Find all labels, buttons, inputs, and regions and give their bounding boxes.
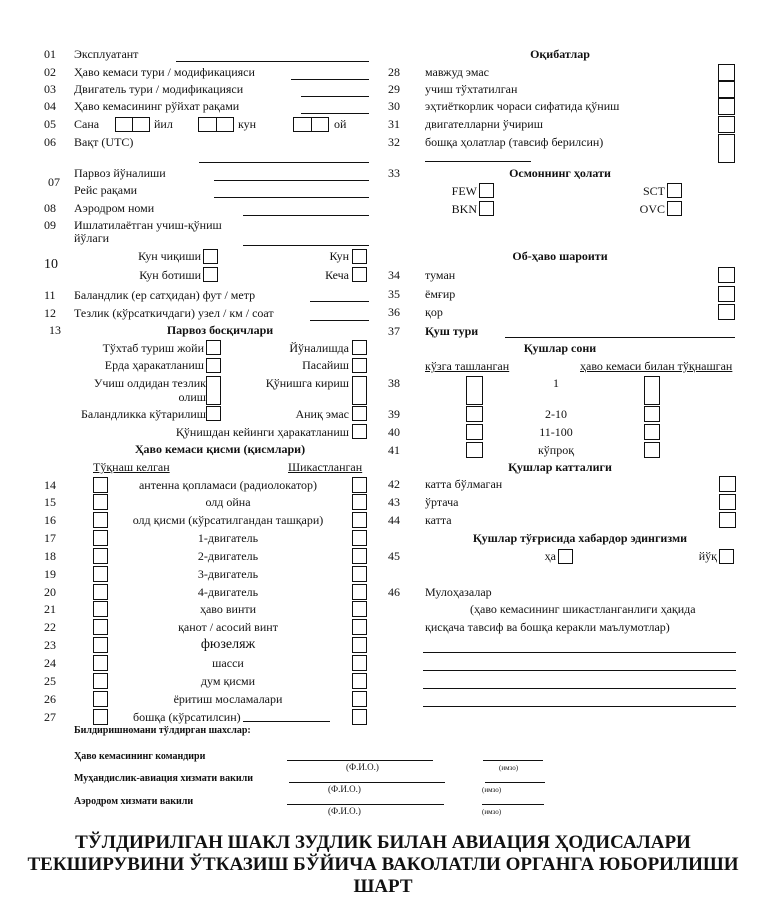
bird-count-title: Қушлар сони xyxy=(523,341,597,355)
part-struck-checkbox[interactable] xyxy=(93,619,108,635)
field-num: 17 xyxy=(44,531,56,545)
consequence-label: эҳтиёткорлик чораси сифатида қўниш xyxy=(425,99,620,113)
operator-input[interactable] xyxy=(176,61,369,62)
bird-size-label: катта бўлмаган xyxy=(425,477,503,491)
part-label: ёритиш мосламалари xyxy=(173,692,283,706)
remarks-hint-1: (ҳаво кемасининг шикастланганлиги ҳақида xyxy=(470,602,696,616)
speed-input[interactable] xyxy=(310,320,369,321)
phase-unknown-checkbox[interactable] xyxy=(352,406,367,421)
aircraft-parts-title: Ҳаво кемаси қисми (қисмлари) xyxy=(134,442,306,456)
part-label: 1-двигатель xyxy=(197,531,259,545)
night-label: Кеча xyxy=(325,268,349,282)
bird-count-label: 2-10 xyxy=(545,407,567,421)
phase-parked-checkbox[interactable] xyxy=(206,340,221,355)
field-num: 03 xyxy=(44,82,56,96)
field-num: 35 xyxy=(388,287,400,301)
warned-title: Қушлар тўғрисида хабардор эдингизми xyxy=(472,531,688,545)
field-num: 12 xyxy=(44,306,56,320)
footer-line-3: ШАРТ xyxy=(353,876,413,897)
warned-yes-label: ҳа xyxy=(544,549,556,563)
consequence-checkbox[interactable] xyxy=(718,134,735,163)
field-num: 09 xyxy=(44,218,56,232)
sunset-label: Кун ботиши xyxy=(139,268,201,282)
field-num: 07 xyxy=(48,175,60,189)
weather-title: Об-ҳаво шароити xyxy=(512,249,608,263)
weather-checkbox[interactable] xyxy=(718,286,735,302)
phase-climb-label: Баландликка кўтарилиш xyxy=(81,407,206,421)
part-label: фюзеляж xyxy=(200,637,256,652)
part-label: антенна қопламаси (радиолокатор) xyxy=(138,478,318,492)
field-num: 06 xyxy=(44,135,56,149)
part-struck-checkbox[interactable] xyxy=(93,566,108,582)
bird-struck-checkbox[interactable] xyxy=(644,376,660,405)
part-label: шасси xyxy=(212,656,244,670)
runway-input[interactable] xyxy=(243,245,369,246)
phase-takeoff-label-2: олиш xyxy=(178,390,206,404)
part-damaged-checkbox[interactable] xyxy=(352,566,367,582)
bird-size-checkbox[interactable] xyxy=(719,512,736,528)
part-struck-checkbox[interactable] xyxy=(93,512,108,528)
phase-approach-checkbox[interactable] xyxy=(352,376,367,405)
signer-captain-label: Ҳаво кемасининг командири xyxy=(74,751,206,762)
other-consequence-input[interactable] xyxy=(425,161,531,162)
bird-seen-checkbox[interactable] xyxy=(466,406,483,422)
field-num: 41 xyxy=(388,443,400,457)
time-input[interactable] xyxy=(199,162,369,163)
aerodrome-name-hint: (Ф.И.О.) xyxy=(328,806,361,816)
phase-taxi-checkbox[interactable] xyxy=(206,358,221,373)
bird-size-checkbox[interactable] xyxy=(719,476,736,492)
field-num: 38 xyxy=(388,376,400,390)
aircraft-type-label: Ҳаво кемаси тури / модификацияси xyxy=(74,65,255,79)
part-struck-checkbox[interactable] xyxy=(93,584,108,600)
aerodrome-label: Аэродром номи xyxy=(74,201,155,215)
signatures-title: Билдиришномани тўлдирган шахслар: xyxy=(74,725,251,736)
engineering-sign-hint: (имзо) xyxy=(482,786,502,794)
day-checkbox[interactable] xyxy=(352,249,367,264)
part-damaged-checkbox[interactable] xyxy=(352,673,367,689)
phase-descent-label: Пасайиш xyxy=(302,358,349,372)
part-damaged-checkbox[interactable] xyxy=(352,494,367,510)
altitude-input[interactable] xyxy=(310,301,369,302)
part-struck-checkbox[interactable] xyxy=(93,691,108,707)
registration-label: Ҳаво кемасининг рўйхат рақами xyxy=(74,99,240,113)
date-day-input[interactable] xyxy=(198,117,234,132)
field-num: 01 xyxy=(44,47,56,61)
footer-line-2: ТЕКШИРУВИНИ ЎТКАЗИШ БЎЙИЧА ВАКОЛАТЛИ ОРГАНГА ЮБОРИЛИШИ xyxy=(27,854,739,875)
field-num: 04 xyxy=(44,99,56,113)
field-num: 28 xyxy=(388,65,400,79)
bird-struck-checkbox[interactable] xyxy=(644,442,660,458)
field-num: 33 xyxy=(388,166,400,180)
aerodrome-input[interactable] xyxy=(243,215,369,216)
phase-landing-roll-checkbox[interactable] xyxy=(352,424,367,439)
runway-label-2: йўлаги xyxy=(74,231,110,245)
part-label: ҳаво винти xyxy=(199,602,257,616)
bird-size-label: катта xyxy=(425,513,452,527)
bird-seen-checkbox[interactable] xyxy=(466,442,483,458)
phase-enroute-label: Йўналишда xyxy=(289,341,349,355)
operator-label: Эксплуатант xyxy=(74,47,139,61)
date-year-input[interactable] xyxy=(115,117,150,132)
field-num: 44 xyxy=(388,513,400,527)
phase-enroute-checkbox[interactable] xyxy=(352,340,367,355)
date-month-input[interactable] xyxy=(293,117,329,132)
field-num: 25 xyxy=(44,674,56,688)
col-struck-header: Тўқнаш келган xyxy=(93,460,170,474)
other-part-input[interactable] xyxy=(243,721,330,722)
part-label: олд ойна xyxy=(205,495,251,509)
night-checkbox[interactable] xyxy=(352,267,367,282)
remarks-line-3[interactable] xyxy=(423,688,736,689)
flight-number-input[interactable] xyxy=(214,197,369,198)
date-label: Сана xyxy=(74,117,100,131)
field-num: 10 xyxy=(44,257,58,272)
field-num: 46 xyxy=(388,585,400,599)
field-num: 23 xyxy=(44,638,56,652)
day-label: кун xyxy=(238,117,257,131)
year-label: йил xyxy=(154,117,173,131)
sky-sct-checkbox[interactable] xyxy=(667,183,682,198)
weather-label: ёмғир xyxy=(425,287,456,301)
part-label: дум қисми xyxy=(200,674,256,688)
warned-no-checkbox[interactable] xyxy=(719,549,734,564)
sunset-checkbox[interactable] xyxy=(203,267,218,282)
engine-type-label: Двигатель тури / модификацияси xyxy=(74,82,244,96)
bird-struck-checkbox[interactable] xyxy=(644,424,660,440)
sky-few-label: FEW xyxy=(451,184,477,198)
phase-descent-checkbox[interactable] xyxy=(352,358,367,373)
field-num: 13 xyxy=(49,323,61,337)
field-num: 02 xyxy=(44,65,56,79)
field-num: 11 xyxy=(44,288,56,302)
consequence-checkbox[interactable] xyxy=(718,81,735,98)
field-num: 18 xyxy=(44,549,56,563)
bird-count-label: 1 xyxy=(553,376,559,390)
part-label: 2-двигатель xyxy=(197,549,259,563)
part-struck-checkbox[interactable] xyxy=(93,477,108,493)
field-num: 16 xyxy=(44,513,56,527)
route-input[interactable] xyxy=(214,180,369,181)
day-light-label: Кун xyxy=(329,249,349,263)
footer-line-1: ТЎЛДИРИЛГАН ШАКЛ ЗУДЛИК БИЛАН АВИАЦИЯ ҲОДИСАЛАРИ xyxy=(75,832,691,853)
part-struck-checkbox[interactable] xyxy=(93,494,108,510)
weather-label: туман xyxy=(425,268,456,282)
signer-engineering-label: Муҳандислик-авиация хизмати вакили xyxy=(74,773,253,784)
field-num: 37 xyxy=(388,324,400,338)
phase-takeoff-checkbox[interactable] xyxy=(206,376,221,405)
month-label: ой xyxy=(334,117,347,131)
field-num: 32 xyxy=(388,135,400,149)
field-num: 39 xyxy=(388,407,400,421)
sunrise-label: Кун чиқиши xyxy=(138,249,201,263)
phase-landing-roll-label: Қўнишдан кейинги ҳаракатланиш xyxy=(175,425,349,439)
remarks-hint-2: қисқача тавсиф ва бошқа керакли маълумотлар) xyxy=(425,620,670,634)
runway-label: Ишлатилаётган учиш-қўниш xyxy=(74,218,222,232)
sky-few-checkbox[interactable] xyxy=(479,183,494,198)
part-label: 3-двигатель xyxy=(197,567,259,581)
field-num: 31 xyxy=(388,117,400,131)
aerodrome-name-input[interactable] xyxy=(287,804,444,805)
sky-bkn-label: BKN xyxy=(451,202,477,216)
weather-checkbox[interactable] xyxy=(718,267,735,283)
part-struck-checkbox[interactable] xyxy=(93,530,108,546)
col-struck-birds-header: ҳаво кемаси билан тўқнашган xyxy=(580,359,733,373)
phase-climb-checkbox[interactable] xyxy=(206,406,221,421)
field-num: 19 xyxy=(44,567,56,581)
route-label: Парвоз йўналиши xyxy=(74,166,166,180)
weather-checkbox[interactable] xyxy=(718,304,735,320)
field-num: 27 xyxy=(44,710,56,724)
part-damaged-checkbox[interactable] xyxy=(352,512,367,528)
col-seen-header: кўзга ташланган xyxy=(425,359,510,373)
sky-bkn-checkbox[interactable] xyxy=(479,201,494,216)
field-num: 36 xyxy=(388,305,400,319)
speed-label: Тезлик (кўрсаткичдаги) узел / км / соат xyxy=(74,306,274,320)
consequence-checkbox[interactable] xyxy=(718,98,735,115)
bird-size-title: Қушлар катталиги xyxy=(508,460,612,474)
bird-seen-checkbox[interactable] xyxy=(466,424,483,440)
warned-no-label: йўқ xyxy=(698,549,717,563)
remarks-label: Мулоҳазалар xyxy=(425,585,492,599)
phase-takeoff-label: Учиш олдидан тезлик xyxy=(93,376,206,390)
sky-title: Осмоннинг ҳолати xyxy=(509,166,611,180)
part-damaged-checkbox[interactable] xyxy=(352,530,367,546)
bird-size-label: ўртача xyxy=(425,495,459,509)
part-struck-checkbox[interactable] xyxy=(93,548,108,564)
engine-type-input[interactable] xyxy=(301,96,369,97)
field-num: 24 xyxy=(44,656,56,670)
phase-parked-label: Тўхтаб туриш жойи xyxy=(102,341,204,355)
field-num: 15 xyxy=(44,495,56,509)
phase-unknown-label: Аниқ эмас xyxy=(295,407,349,421)
bird-count-label: 11-100 xyxy=(539,425,573,439)
part-label: олд қисми (кўрсатилгандан ташқари) xyxy=(132,513,324,527)
registration-input[interactable] xyxy=(301,113,369,114)
time-label: Вақт (UTC) xyxy=(74,135,134,149)
sky-ovc-checkbox[interactable] xyxy=(667,201,682,216)
part-damaged-checkbox[interactable] xyxy=(352,601,367,617)
field-num: 43 xyxy=(388,495,400,509)
part-damaged-checkbox[interactable] xyxy=(352,655,367,671)
bird-size-checkbox[interactable] xyxy=(719,494,736,510)
field-num: 34 xyxy=(388,268,400,282)
captain-sign-hint: (имзо) xyxy=(499,764,519,772)
warned-yes-checkbox[interactable] xyxy=(558,549,573,564)
consequences-title: Оқибатлар xyxy=(530,47,590,61)
weather-label: қор xyxy=(425,305,443,319)
consequence-label: двигателларни ўчириш xyxy=(425,117,543,131)
sky-ovc-label: OVC xyxy=(639,202,665,216)
remarks-line-2[interactable] xyxy=(423,670,736,671)
remarks-line-4[interactable] xyxy=(423,706,736,707)
part-label: бошқа (кўрсатилсин) xyxy=(133,710,241,724)
footer-notice xyxy=(0,832,766,898)
field-num: 42 xyxy=(388,477,400,491)
bird-type-input[interactable] xyxy=(505,337,735,338)
part-damaged-checkbox[interactable] xyxy=(352,619,367,635)
captain-name-hint: (Ф.И.О.) xyxy=(346,762,379,772)
field-num: 26 xyxy=(44,692,56,706)
field-num: 05 xyxy=(44,117,56,131)
aerodrome-sign-hint: (имзо) xyxy=(482,808,502,816)
field-num: 40 xyxy=(388,425,400,439)
part-damaged-checkbox[interactable] xyxy=(352,637,367,653)
part-damaged-checkbox[interactable] xyxy=(352,584,367,600)
consequence-label: бошқа ҳолатлар (тавсиф берилсин) xyxy=(425,135,604,149)
field-num: 08 xyxy=(44,201,56,215)
engineering-name-input[interactable] xyxy=(289,782,445,783)
part-damaged-checkbox[interactable] xyxy=(352,709,367,725)
field-num: 22 xyxy=(44,620,56,634)
remarks-line-1[interactable] xyxy=(423,652,736,653)
consequence-label: мавжуд эмас xyxy=(425,65,490,79)
part-struck-checkbox[interactable] xyxy=(93,601,108,617)
part-struck-checkbox[interactable] xyxy=(93,673,108,689)
part-damaged-checkbox[interactable] xyxy=(352,548,367,564)
bird-seen-checkbox[interactable] xyxy=(466,376,483,405)
field-num: 45 xyxy=(388,549,400,563)
consequence-label: учиш тўхтатилган xyxy=(425,82,518,96)
flight-number-label: Рейс рақами xyxy=(74,183,138,197)
part-struck-checkbox[interactable] xyxy=(93,655,108,671)
bird-struck-checkbox[interactable] xyxy=(644,406,660,422)
phase-approach-label: Қўнишга кириш xyxy=(265,376,349,390)
consequence-checkbox[interactable] xyxy=(718,64,735,81)
bird-count-label: кўпроқ xyxy=(537,443,575,457)
part-damaged-checkbox[interactable] xyxy=(352,477,367,493)
altitude-label: Баландлик (ер сатҳидан) фут / метр xyxy=(74,288,256,302)
sunrise-checkbox[interactable] xyxy=(203,249,218,264)
engineering-name-hint: (Ф.И.О.) xyxy=(328,784,361,794)
part-struck-checkbox[interactable] xyxy=(93,637,108,653)
field-num: 29 xyxy=(388,82,400,96)
part-damaged-checkbox[interactable] xyxy=(352,691,367,707)
field-num: 20 xyxy=(44,585,56,599)
consequence-checkbox[interactable] xyxy=(718,116,735,133)
sky-sct-label: SCT xyxy=(642,184,665,198)
part-struck-checkbox[interactable] xyxy=(93,709,108,725)
signer-aerodrome-label: Аэродром хизмати вакили xyxy=(74,796,194,807)
field-num: 14 xyxy=(44,478,56,492)
part-label: қанот / асосий винт xyxy=(178,620,278,634)
flight-phases-title: Парвоз босқичлари xyxy=(166,323,274,337)
bird-type-label: Қуш тури xyxy=(425,324,479,338)
aircraft-type-input[interactable] xyxy=(291,79,369,80)
field-num: 21 xyxy=(44,602,56,616)
part-label: 4-двигатель xyxy=(197,585,259,599)
field-num: 30 xyxy=(388,99,400,113)
phase-taxi-label: Ерда ҳаракатланиш xyxy=(104,358,204,372)
col-damaged-header: Шикастланган xyxy=(288,460,363,474)
